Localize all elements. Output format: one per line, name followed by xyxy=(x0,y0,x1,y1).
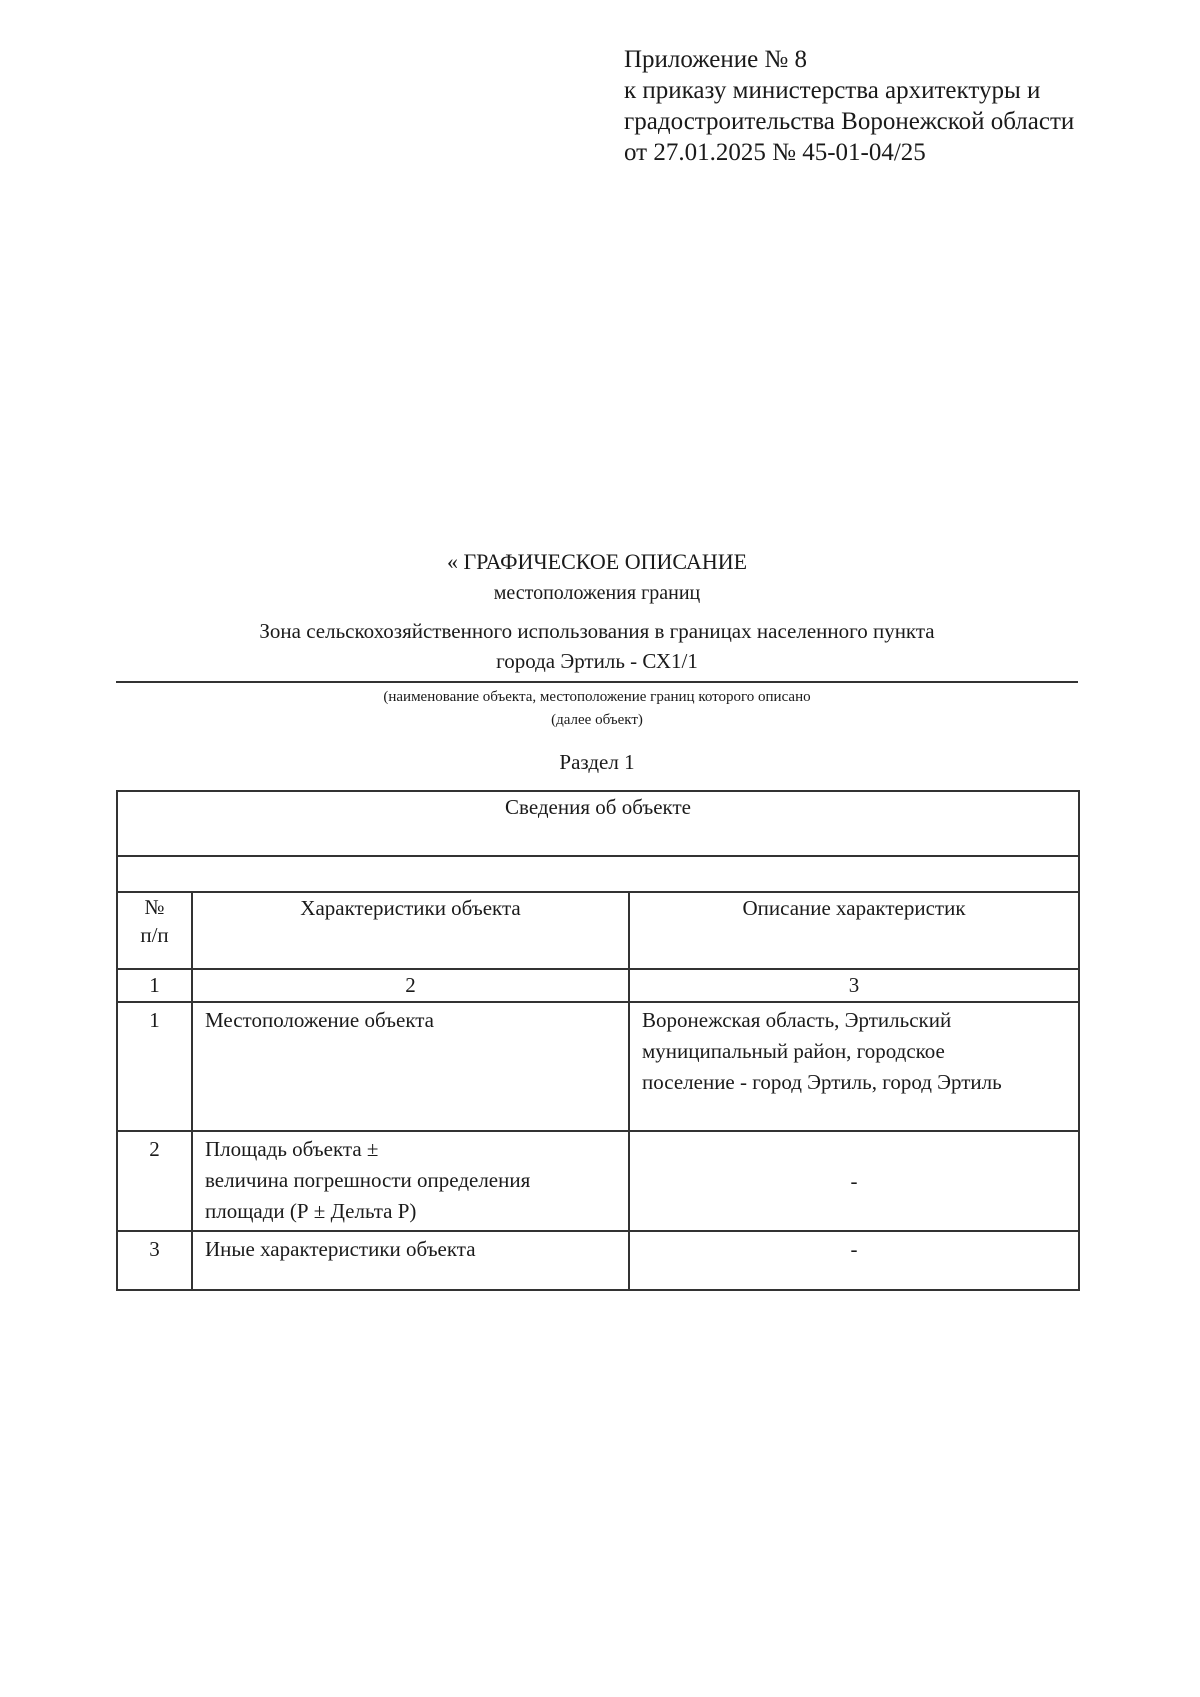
row-characteristic xyxy=(192,1231,629,1290)
object-name-line-2: города Эртиль - СХ1/1 xyxy=(496,649,698,673)
row-characteristic-line: Местоположение объекта xyxy=(205,1008,435,1032)
column-index-1: 1 xyxy=(117,969,192,1002)
row-number: 2 xyxy=(117,1131,192,1231)
row-description xyxy=(629,1002,1079,1131)
row-description-line: поселение - город Эртиль, город Эртиль xyxy=(642,1070,1002,1094)
appendix-line-2: к приказу министерства архитектуры и xyxy=(624,77,1041,104)
appendix-line-3: градостроительства Воронежской области xyxy=(624,108,1075,135)
document-title: « ГРАФИЧЕСКОЕ ОПИСАНИЕ xyxy=(446,549,748,574)
row-description: - xyxy=(629,1131,1079,1231)
table-row xyxy=(117,1002,1079,1131)
row-characteristic-line: площади (Р ± Дельта Р) xyxy=(205,1199,417,1223)
table-row xyxy=(117,1231,1079,1290)
table-heading-row xyxy=(117,791,1079,856)
object-name xyxy=(116,616,1078,676)
appendix-line-4: от 27.01.2025 № 45-01-04/25 xyxy=(624,139,926,166)
row-characteristic xyxy=(192,1002,629,1131)
row-number: 3 xyxy=(117,1231,192,1290)
empty-cell xyxy=(117,856,1079,892)
caption-line-1: (наименование объекта, местоположение границ которого описано xyxy=(383,689,811,705)
column-index-2: 2 xyxy=(192,969,629,1002)
column-header-number-line-2: п/п xyxy=(140,923,169,947)
underline-rule xyxy=(116,681,1078,683)
column-index-3: 3 xyxy=(629,969,1079,1002)
row-description-line: Воронежская область, Эртильский xyxy=(642,1008,952,1032)
object-name-caption xyxy=(116,686,1078,732)
column-header-number xyxy=(117,892,192,969)
row-description-line: муниципальный район, городское xyxy=(642,1039,945,1063)
object-info-table xyxy=(116,790,1080,1291)
row-description: - xyxy=(629,1231,1079,1290)
appendix-block xyxy=(624,44,1164,168)
appendix-line-1: Приложение № 8 xyxy=(624,46,808,73)
column-header-row xyxy=(117,892,1079,969)
row-characteristic-line: Иные характеристики объекта xyxy=(205,1237,476,1261)
column-header-description: Описание характеристик xyxy=(629,892,1079,969)
column-header-characteristics: Характеристики объекта xyxy=(192,892,629,969)
section-title: Раздел 1 xyxy=(559,750,635,774)
table-empty-row xyxy=(117,856,1079,892)
column-index-row xyxy=(117,969,1079,1002)
document-subtitle: местоположения границ xyxy=(493,582,701,604)
table-row xyxy=(117,1131,1079,1231)
object-name-line-1: Зона сельскохозяйственного использования в границах населенного пункта xyxy=(259,619,935,643)
row-characteristic-line: величина погрешности определения xyxy=(205,1168,531,1192)
column-header-number-line-1: № xyxy=(144,895,165,919)
table-heading: Сведения об объекте xyxy=(117,791,1079,856)
row-number: 1 xyxy=(117,1002,192,1131)
row-characteristic-line: Площадь объекта ± xyxy=(205,1137,379,1161)
caption-line-2: (далее объект) xyxy=(551,712,643,728)
row-characteristic xyxy=(192,1131,629,1231)
